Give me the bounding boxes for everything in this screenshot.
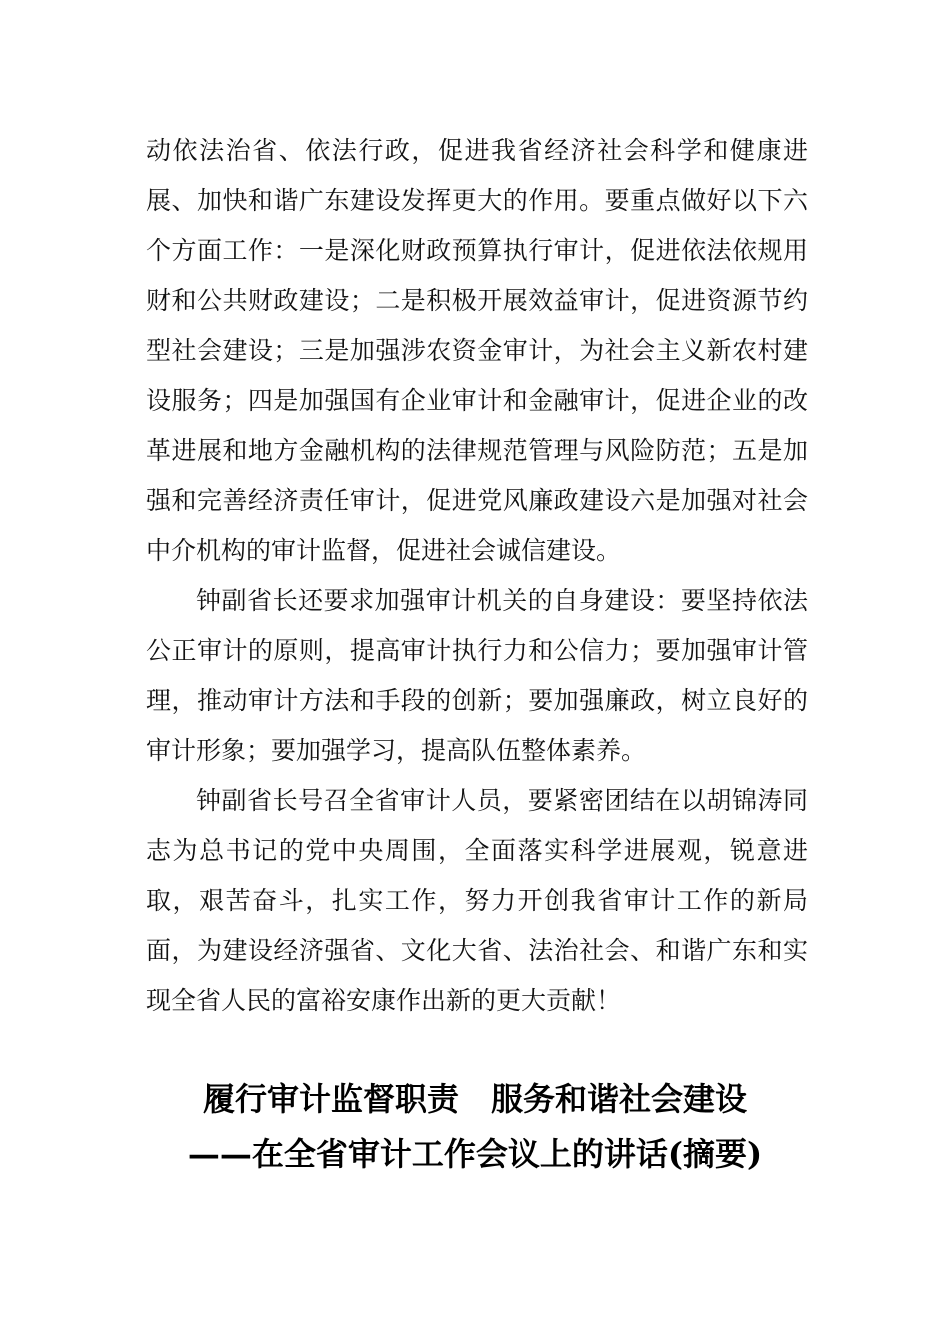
paragraph-self-building: 钟副省长还要求加强审计机关的自身建设：要坚持依法公正审计的原则，提高审计执行力和公信力；要加强审计管理，推动审计方法和手段的创新；要加强廉政，树立良好的审计形象；要加强学习，提高队伍整体素养。	[146, 586, 808, 765]
paragraph-continuation: 动依法治省、依法行政，促进我省经济社会科学和健康进展、加快和谐广东建设发挥更大的作用。要重点做好以下六个方面工作：一是深化财政预算执行审计，促进依法依规用财和公共财政建设；二是积极开展效益审计，促进资源节约型社会建设；三是加强涉农资金审计，为社会主义新农村建设服务；四是加强国有企业审计和金融审计，促进企业的改革进展和地方金融机构的法律规范管理与风险防范；五是加强和完善经济责任审计，促进党风廉政建设六是加强对社会中介机构的审计监督，促进社会诚信建设。	[146, 136, 808, 565]
body-text	[146, 126, 808, 1026]
title-line-subtitle: ——在全省审计工作会议上的讲话(摘要)	[187, 1135, 763, 1173]
title-line-main: 履行审计监督职责 服务和谐社会建设	[202, 1080, 747, 1118]
section-title	[120, 1072, 830, 1182]
paragraph-call-to-action: 钟副省长号召全省审计人员，要紧密团结在以胡锦涛同志为总书记的党中央周围，全面落实科学进展观，锐意进取，艰苦奋斗，扎实工作，努力开创我省审计工作的新局面，为建设经济强省、文化大省、法治社会、和谐广东和实现全省人民的富裕安康作出新的更大贡献！	[146, 786, 808, 1015]
